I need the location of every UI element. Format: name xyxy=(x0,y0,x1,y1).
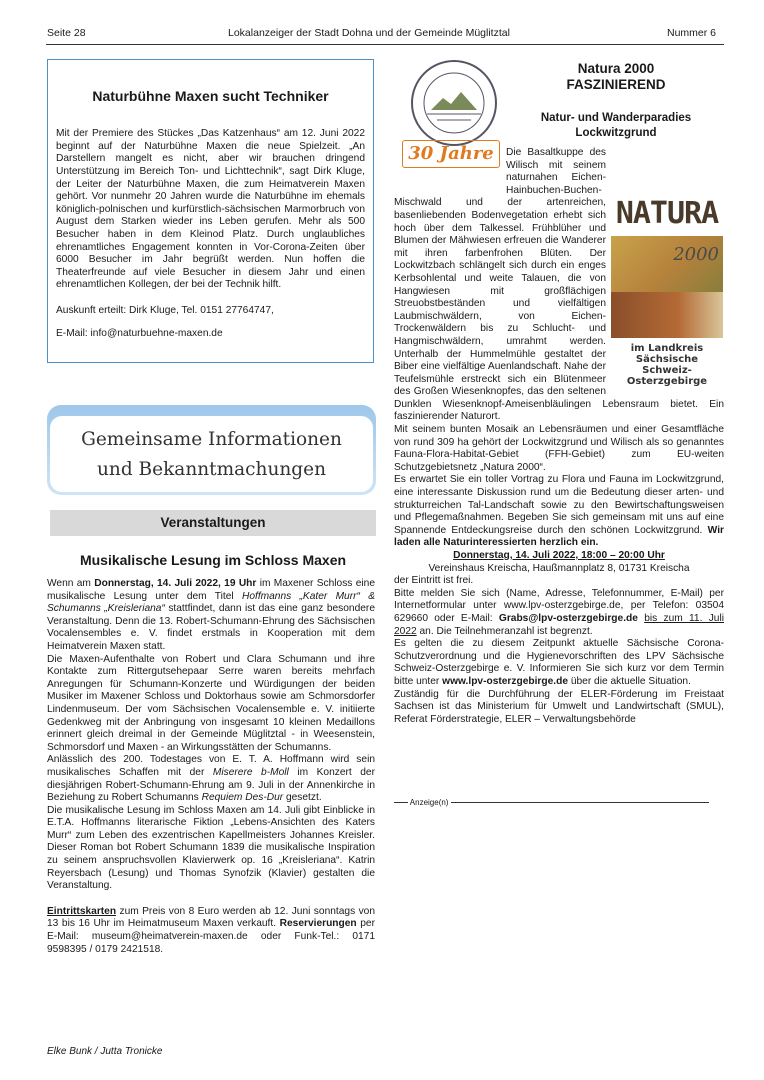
lesung-heading: Musikalische Lesung im Schloss Maxen xyxy=(79,552,347,568)
newspaper-title: Lokalanzeiger der Stadt Dohna und der Gemeinde Müglitztal xyxy=(228,27,510,39)
natura-title-line-1: Natura 2000 xyxy=(577,61,655,76)
text: gesetzt. xyxy=(283,792,322,804)
caption-line-1: im Landkreis Sächsische xyxy=(630,343,704,365)
natura2000-wordmark: NATURA xyxy=(615,196,719,231)
header-divider xyxy=(46,44,724,45)
lesung-paragraph-1 xyxy=(47,578,375,654)
banner-text xyxy=(47,425,376,485)
deadline: bis zum 11. Juli 2022 xyxy=(394,612,724,637)
landscape-icon xyxy=(413,62,495,144)
caption-line-2: Schweiz-Osterzgebirge xyxy=(626,365,708,387)
naturbuehne-contact: Auskunft erteilt: Dirk Kluge, Tel. 0151 27764747, xyxy=(56,304,274,316)
text: Bitte melden Sie sich (Name, Adresse, Telefonnummer, E-Mail) per Internetformular unter www.lpv-osterzgebirge.de, per Telefon: 03504 629660 oder E-Mail: xyxy=(394,587,724,624)
work-title: Miserere b-Moll xyxy=(212,766,289,778)
ad-marker-text: Anzeige(n) xyxy=(409,798,449,807)
text: an. Die Teilnehmeranzahl ist begrenzt. xyxy=(416,625,593,637)
banner-line-2: und Bekanntmachungen xyxy=(97,459,326,480)
lesung-tickets xyxy=(47,906,375,956)
natura-paragraph-3 xyxy=(394,474,724,550)
naturbuehne-text xyxy=(56,118,365,350)
text: im Konzert der diesjährigen Robert-Schumann-Ehrung am 9. Juli in der Annenkirche in Beziehung zu Robert Schumanns xyxy=(47,766,375,804)
natura-paragraph-4 xyxy=(394,588,724,638)
natura-paragraph-5 xyxy=(394,638,724,688)
natura-date xyxy=(394,550,724,563)
natura-article xyxy=(394,147,724,726)
invitation: Wir laden alle Naturinteressierten herzlich ein. xyxy=(394,524,724,549)
lesung-paragraph-2: Die Maxen-Aufenthalte von Robert und Clara Schumann und ihre Kontakte zum Rittergutsehepaar Serre waren bereits mehrfach Anregungen für Schumann-Konzerte und Würdigungen der beiden Musiker im Maxener Schloss und Doktorhaus sowie am Schmorsdorfer Lindenmuseum. Der vom Sächsischen Vocalensemble e. V. initiierte Gedenkweg mit der Anbringung von insgesamt 10 kleinen Medaillons erinnert gleich dreimal in der Gemeinde Müglitztal - in Weesenstein, Schmorsdorf und Maxen - an Wirkungsstätten der Schumanns. xyxy=(47,653,375,753)
ad-marker-line xyxy=(394,802,408,803)
anniversary-logo: 30 Jahre xyxy=(402,140,500,168)
natura-subtitle-line-2: Lockwitzgrund xyxy=(575,127,657,139)
issue-number: Nummer 6 xyxy=(667,27,717,39)
email: Grabs@lpv-osterzgebirge.de xyxy=(498,612,638,624)
naturbuehne-email: E-Mail: info@naturbuehne-maxen.de xyxy=(56,327,223,339)
tickets-label: Eintrittskarten xyxy=(47,905,117,917)
reservation-label: Reservierungen xyxy=(279,918,357,930)
natura-paragraph-2: Mit seinem bunten Mosaik an Lebensräumen und einer Gesamtfläche von rund 309 ha gehört der Lockwitzgrund und Wilisch als so genanntes Fauna-Flora-Habitat-Gebiet (FFH-Gebiet) zum EU-weiten Schutzgebietsnetz „Natura 2000“. xyxy=(394,424,724,473)
natura-paragraph-1: Die Basaltkuppe des Wilisch mit seinem naturnahen Eichen-Hainbuchen-Buchen-Mischwald und der artenreichen, basenliebenden Bodenvegetation erhebt sich hoch über dem Talkessel. Frühblüher und Blumen der Mähwiesen erfreuen die Wanderer mit ihren farbenfrohen Blüten. Der Lockwitzbach schlängelt sich durch ein enges Kerbsohlental und weite Talauen, die von Hangwiesen mit großflächigen Streuobstbeständen und vielfältigen Laubmischwäldern, von Eichen- Trockenwäldern bis zu Schlucht- und Hangmischwäldern, umrahmt werden. Unterhalb der Hummelmühle gestaltet der Biber eine vielfältige Auenlandschaft. Nahe der Teufelsmühle erstreckt sich ein Blütenmeer des Großen Wiesenknopfes, das den seltenen Dunklen Wiesenknopf-Ameisenbläulingen Lebensraum bietet. Ein faszinierender Naturort. xyxy=(394,147,724,423)
float-spacer-right xyxy=(606,193,724,389)
lesung-paragraph-4: Die musikalische Lesung im Schloss Maxen am 14. Juli gibt Einblicke in E.T.A. Hoffmanns literarische Fiktion „Lebens-Ansichten des Katers Murr“ zum Leben des exzentrischen Kapellmeisters Johannes Kreisler. Dieser Roman bot Robert Schumann 1839 die musikalische Inspiration zu seinem anspruchsvollen Klavierwerk op. 16 „Kreisleriana“. Katrin Reyersbach (Lesung) und Thomas Synofzik (Klavier) gestalten die Veranstaltung. xyxy=(47,804,375,892)
naturbuehne-paragraph: Mit der Premiere des Stückes „Das Katzenhaus“ am 12. Juni 2022 beginnt auf der Naturbühne Maxen die neue Spielzeit. „An Darstellern mangelt es nicht, aber wir brauchen dringend Unterstützung im Bereich Ton- und Lichttechnik“, sagt Dirk Kluge, der Leiter der Naturbühne Maxen, die zum Heimatverein Maxen gehört. Vor nunmehr 20 Jahren wurde die Naturbühne im ehemals königlich-polnischen und kurfürstlich-sächsischen Marmorbruch von August dem Starken wieder ins Leben gerufen. Mehr als 500 Besucher haben in dem Kleinod Platz. Durch unglaubliches ehrenamtliches Engagement konnten in Vor-Corona-Zeiten über 6000 Besucher im Jahr begrüßt werden. Nun hoffen die Theaterfreunde auf viele Besucher in diesem Jahr und einen ehrenamtlichen Kollegen, der bei der Technik hilft. xyxy=(56,128,365,291)
natura-venue: Vereinshaus Kreischa, Haußmannplatz 8, 01731 Kreischa xyxy=(428,562,690,574)
category-label: Veranstaltungen xyxy=(50,510,376,536)
page-number: Seite 28 xyxy=(47,27,86,39)
text: zum Preis von 8 Euro werden ab 12. Juni sonntags von 13 bis 16 Uhr im Heimatmuseum Maxen verkauft. xyxy=(47,905,375,930)
naturbuehne-box xyxy=(47,59,374,363)
natura-subtitle xyxy=(508,111,724,141)
event-date: Donnerstag, 14. Juli 2022, 19 Uhr xyxy=(94,578,257,589)
text: Es gelten die zu diesem Zeitpunkt aktuelle Sächsische Corona-Schutzverordnung und die Hygienevorschriften des LPV Sächsische Schweiz-Osterzgebirge e. V. Informieren Sie sich kurz vor dem Termin bitte unter xyxy=(394,638,724,687)
banner-line-1: Gemeinsame Informationen xyxy=(81,429,342,450)
naturbuehne-heading: Naturbühne Maxen sucht Techniker xyxy=(92,88,329,104)
section-banner xyxy=(47,405,376,495)
event-title: Hoffmanns „Kater Murr“ & Schumanns „Kreisleriana“ xyxy=(47,590,375,615)
text: Wenn am xyxy=(47,578,95,589)
event-date: Donnerstag, 14. Juli 2022, 18:00 – 20:00 Uhr xyxy=(453,550,665,561)
text: per E-Mail: museum@heimatverein-maxen.de oder Funk-Tel.: 0171 9598395 / 0179 2421518. xyxy=(47,918,375,955)
natura2000-year: 2000 xyxy=(673,244,719,265)
natura-title xyxy=(508,61,724,93)
ad-marker xyxy=(394,798,709,807)
lesung-author: Elke Bunk / Jutta Tronicke xyxy=(47,1046,163,1057)
natura-free: der Eintritt ist frei. xyxy=(394,575,474,587)
natura-subtitle-line-1: Natur- und Wanderparadies xyxy=(540,112,692,124)
text: über die aktuelle Situation. xyxy=(568,675,691,687)
ad-marker-rule xyxy=(451,802,709,803)
lesung-article xyxy=(47,578,375,956)
text: Anlässlich des 200. Todestages von E. T. A. Hoffmann wird sein musikalisches Schaffen mit der xyxy=(47,754,375,778)
text: stattfindet, dann ist das eine ganz besondere Veranstaltung. Denn die 13. Robert-Schumann-Ehrung des Sächsischen Vocalensembles e. V. findet erstmals in Kooperation mit dem Heimatverein Maxen statt. xyxy=(47,603,375,652)
natura-title-line-2: FASZINIEREND xyxy=(566,77,666,92)
work-title: Requiem Des-Dur xyxy=(201,792,284,804)
float-spacer-left xyxy=(394,147,506,197)
text: Es erwartet Sie ein toller Vortrag zu Flora und Fauna im Lockwitzgrund, eine interessante Diskussion rund um die Bedeutung dieser arten- und strukturreichen Tal-Landschaft sowie zu den Bewirtschaftungsweisen und Pflegemaßnahmen. Begeben Sie sich gemeinsam mit uns auf eine Spannende Entdeckungsreise durch den schönen Lockwitzgrund. xyxy=(394,474,724,536)
natura-paragraph-6: Zuständig für die Durchführung der ELER-Förderung im Freistaat Sachsen ist das Ministerium für Umwelt und Landwirtschaft (SMUL), Referat Förderstrategie, ELER – Verwaltungsbehörde xyxy=(394,688,724,725)
website: www.lpv-osterzgebirge.de xyxy=(442,675,568,687)
text: im Maxener Schloss eine musikalische Lesung unter dem Titel xyxy=(47,578,375,602)
lesung-paragraph-3 xyxy=(47,754,375,804)
lpv-logo xyxy=(411,60,497,146)
